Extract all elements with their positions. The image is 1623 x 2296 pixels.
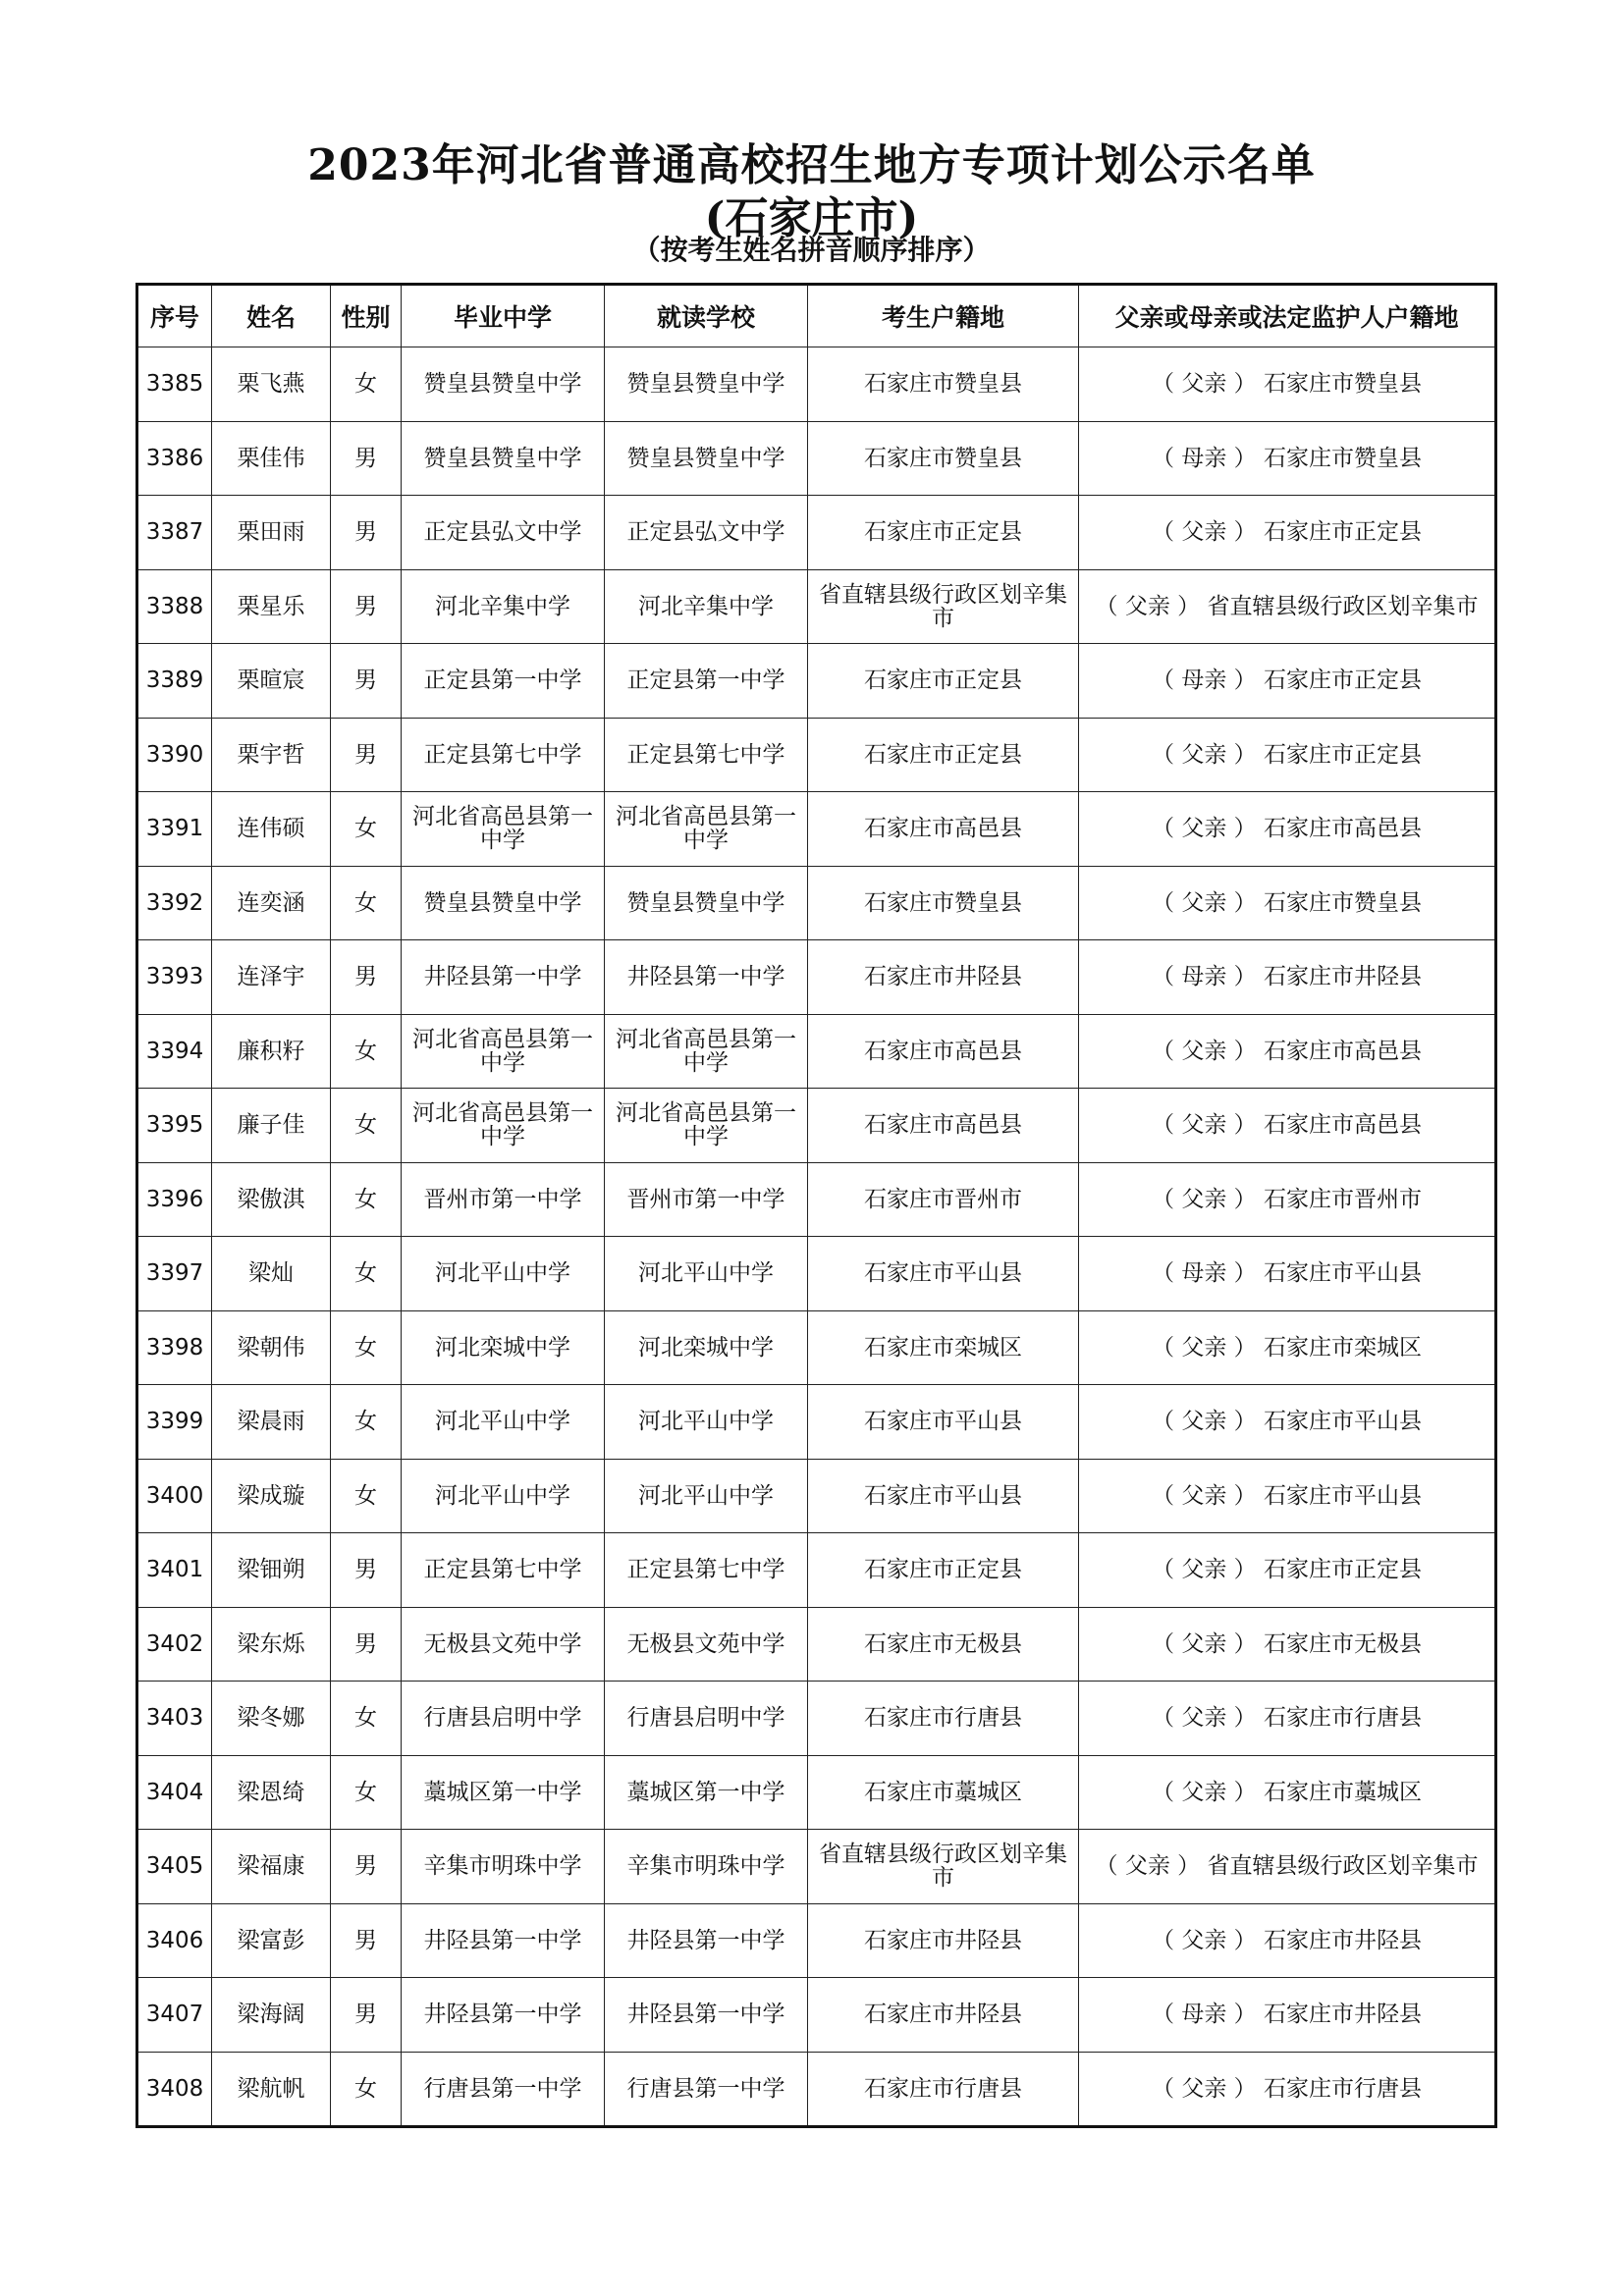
header-row: [137, 285, 1496, 347]
header-cell: 考生户籍地: [808, 285, 1079, 347]
student-name: 连泽宇: [212, 940, 331, 1015]
gender: 女: [331, 1014, 402, 1089]
row-number: 3400: [137, 1459, 212, 1533]
student-name: 梁晨雨: [212, 1385, 331, 1460]
current-school: 正定县第一中学: [605, 644, 808, 719]
row-number: 3404: [137, 1755, 212, 1830]
gender: 女: [331, 1459, 402, 1533]
student-hukou: 石家庄市无极县: [808, 1607, 1079, 1682]
roster-body: [137, 347, 1496, 2127]
student-hukou: 石家庄市正定县: [808, 1533, 1079, 1608]
row-number: 3385: [137, 347, 212, 422]
header-cell: 父亲或母亲或法定监护人户籍地: [1079, 285, 1496, 347]
gender: 男: [331, 718, 402, 792]
student-name: 栗田雨: [212, 496, 331, 570]
student-hukou: 石家庄市高邑县: [808, 1014, 1079, 1089]
header-cell: 序号: [137, 285, 212, 347]
row-number: 3397: [137, 1237, 212, 1311]
gender: 女: [331, 1089, 402, 1163]
graduation-school: 井陉县第一中学: [402, 1903, 605, 1978]
guardian-hukou: （ 父亲 ） 石家庄市晋州市: [1079, 1162, 1496, 1237]
current-school: 行唐县第一中学: [605, 2052, 808, 2127]
current-school: 河北辛集中学: [605, 569, 808, 644]
student-hukou: 石家庄市赞皇县: [808, 347, 1079, 422]
table-row: [137, 1310, 1496, 1385]
row-number: 3402: [137, 1607, 212, 1682]
table-row: [137, 496, 1496, 570]
table-row: [137, 718, 1496, 792]
table-row: [137, 569, 1496, 644]
header-cell: 就读学校: [605, 285, 808, 347]
guardian-hukou: （ 母亲 ） 石家庄市平山县: [1079, 1237, 1496, 1311]
roster-table: [135, 283, 1497, 2128]
graduation-school: 河北栾城中学: [402, 1310, 605, 1385]
student-hukou: 石家庄市井陉县: [808, 940, 1079, 1015]
guardian-hukou: （ 父亲 ） 石家庄市平山县: [1079, 1459, 1496, 1533]
student-hukou: 石家庄市行唐县: [808, 1682, 1079, 1756]
current-school: 正定县弘文中学: [605, 496, 808, 570]
graduation-school: 正定县第七中学: [402, 718, 605, 792]
guardian-hukou: （ 父亲 ） 石家庄市赞皇县: [1079, 866, 1496, 940]
graduation-school: 正定县弘文中学: [402, 496, 605, 570]
current-school: 正定县第七中学: [605, 1533, 808, 1608]
guardian-hukou: （ 父亲 ） 石家庄市高邑县: [1079, 792, 1496, 867]
row-number: 3407: [137, 1978, 212, 2053]
graduation-school: 河北省高邑县第一中学: [402, 1089, 605, 1163]
table-row: [137, 1830, 1496, 1904]
row-number: 3392: [137, 866, 212, 940]
graduation-school: 井陉县第一中学: [402, 940, 605, 1015]
student-name: 梁成璇: [212, 1459, 331, 1533]
student-name: 梁海阔: [212, 1978, 331, 2053]
current-school: 晋州市第一中学: [605, 1162, 808, 1237]
student-name: 梁航帆: [212, 2052, 331, 2127]
student-hukou: 石家庄市行唐县: [808, 2052, 1079, 2127]
table-row: [137, 1162, 1496, 1237]
table-row: [137, 1682, 1496, 1756]
row-number: 3403: [137, 1682, 212, 1756]
gender: 男: [331, 496, 402, 570]
gender: 女: [331, 1237, 402, 1311]
graduation-school: 河北平山中学: [402, 1385, 605, 1460]
student-name: 梁福康: [212, 1830, 331, 1904]
table-row: [137, 1237, 1496, 1311]
student-hukou: 石家庄市井陉县: [808, 1978, 1079, 2053]
guardian-hukou: （ 父亲 ） 石家庄市行唐县: [1079, 1682, 1496, 1756]
guardian-hukou: （ 母亲 ） 石家庄市赞皇县: [1079, 421, 1496, 496]
gender: 女: [331, 1162, 402, 1237]
student-name: 连伟硕: [212, 792, 331, 867]
student-name: 梁富彭: [212, 1903, 331, 1978]
current-school: 辛集市明珠中学: [605, 1830, 808, 1904]
gender: 女: [331, 792, 402, 867]
student-name: 梁冬娜: [212, 1682, 331, 1756]
gender: 女: [331, 1682, 402, 1756]
student-name: 梁东烁: [212, 1607, 331, 1682]
table-row: [137, 1385, 1496, 1460]
header-cell: 毕业中学: [402, 285, 605, 347]
student-name: 廉子佳: [212, 1089, 331, 1163]
graduation-school: 行唐县启明中学: [402, 1682, 605, 1756]
guardian-hukou: （ 父亲 ） 石家庄市赞皇县: [1079, 347, 1496, 422]
gender: 女: [331, 2052, 402, 2127]
gender: 男: [331, 940, 402, 1015]
current-school: 河北平山中学: [605, 1459, 808, 1533]
graduation-school: 晋州市第一中学: [402, 1162, 605, 1237]
table-row: [137, 1533, 1496, 1608]
table-row: [137, 792, 1496, 867]
gender: 女: [331, 866, 402, 940]
student-name: 栗星乐: [212, 569, 331, 644]
student-name: 栗暄宸: [212, 644, 331, 719]
graduation-school: 正定县第一中学: [402, 644, 605, 719]
current-school: 河北平山中学: [605, 1385, 808, 1460]
student-hukou: 省直辖县级行政区划辛集市: [808, 1830, 1079, 1904]
guardian-hukou: （ 父亲 ） 石家庄市井陉县: [1079, 1903, 1496, 1978]
student-hukou: 石家庄市井陉县: [808, 1903, 1079, 1978]
student-name: 连奕涵: [212, 866, 331, 940]
guardian-hukou: （ 父亲 ） 省直辖县级行政区划辛集市: [1079, 1830, 1496, 1904]
current-school: 河北平山中学: [605, 1237, 808, 1311]
graduation-school: 藁城区第一中学: [402, 1755, 605, 1830]
student-name: 廉积籽: [212, 1014, 331, 1089]
guardian-hukou: （ 父亲 ） 石家庄市正定县: [1079, 718, 1496, 792]
row-number: 3386: [137, 421, 212, 496]
header-cell: 姓名: [212, 285, 331, 347]
guardian-hukou: （ 父亲 ） 石家庄市正定县: [1079, 496, 1496, 570]
row-number: 3408: [137, 2052, 212, 2127]
sort-note: （按考生姓名拼音顺序排序）: [632, 234, 991, 266]
guardian-hukou: （ 父亲 ） 石家庄市无极县: [1079, 1607, 1496, 1682]
student-hukou: 石家庄市正定县: [808, 718, 1079, 792]
current-school: 赞皇县赞皇中学: [605, 421, 808, 496]
student-name: 栗宇哲: [212, 718, 331, 792]
gender: 女: [331, 1755, 402, 1830]
gender: 女: [331, 1385, 402, 1460]
gender: 男: [331, 1830, 402, 1904]
row-number: 3387: [137, 496, 212, 570]
table-row: [137, 2052, 1496, 2127]
header-cell: 性别: [331, 285, 402, 347]
graduation-school: 行唐县第一中学: [402, 2052, 605, 2127]
gender: 男: [331, 1978, 402, 2053]
row-number: 3393: [137, 940, 212, 1015]
student-name: 梁傲淇: [212, 1162, 331, 1237]
graduation-school: 井陉县第一中学: [402, 1978, 605, 2053]
student-name: 梁灿: [212, 1237, 331, 1311]
student-name: 栗飞燕: [212, 347, 331, 422]
guardian-hukou: （ 母亲 ） 石家庄市井陉县: [1079, 940, 1496, 1015]
student-hukou: 石家庄市栾城区: [808, 1310, 1079, 1385]
student-name: 梁恩绮: [212, 1755, 331, 1830]
graduation-school: 河北平山中学: [402, 1237, 605, 1311]
student-name: 梁钿朔: [212, 1533, 331, 1608]
gender: 男: [331, 421, 402, 496]
gender: 女: [331, 347, 402, 422]
student-hukou: 石家庄市高邑县: [808, 1089, 1079, 1163]
table-row: [137, 1459, 1496, 1533]
current-school: 无极县文苑中学: [605, 1607, 808, 1682]
current-school: 河北省高邑县第一中学: [605, 1014, 808, 1089]
gender: 男: [331, 1533, 402, 1608]
table-row: [137, 421, 1496, 496]
page-title: 2023年河北省普通高校招生地方专项计划公示名单: [307, 140, 1316, 190]
graduation-school: 辛集市明珠中学: [402, 1830, 605, 1904]
current-school: 藁城区第一中学: [605, 1755, 808, 1830]
student-name: 梁朝伟: [212, 1310, 331, 1385]
student-hukou: 石家庄市赞皇县: [808, 866, 1079, 940]
guardian-hukou: （ 母亲 ） 石家庄市正定县: [1079, 644, 1496, 719]
guardian-hukou: （ 父亲 ） 石家庄市高邑县: [1079, 1014, 1496, 1089]
guardian-hukou: （ 父亲 ） 石家庄市栾城区: [1079, 1310, 1496, 1385]
row-number: 3398: [137, 1310, 212, 1385]
guardian-hukou: （ 父亲 ） 石家庄市行唐县: [1079, 2052, 1496, 2127]
table-row: [137, 1089, 1496, 1163]
current-school: 正定县第七中学: [605, 718, 808, 792]
current-school: 赞皇县赞皇中学: [605, 347, 808, 422]
student-name: 栗佳伟: [212, 421, 331, 496]
row-number: 3401: [137, 1533, 212, 1608]
table-row: [137, 1903, 1496, 1978]
row-number: 3395: [137, 1089, 212, 1163]
guardian-hukou: （ 父亲 ） 石家庄市藁城区: [1079, 1755, 1496, 1830]
row-number: 3390: [137, 718, 212, 792]
student-hukou: 石家庄市赞皇县: [808, 421, 1079, 496]
student-hukou: 省直辖县级行政区划辛集市: [808, 569, 1079, 644]
graduation-school: 河北省高邑县第一中学: [402, 1014, 605, 1089]
graduation-school: 赞皇县赞皇中学: [402, 866, 605, 940]
current-school: 井陉县第一中学: [605, 940, 808, 1015]
gender: 男: [331, 644, 402, 719]
student-hukou: 石家庄市正定县: [808, 496, 1079, 570]
student-hukou: 石家庄市藁城区: [808, 1755, 1079, 1830]
student-hukou: 石家庄市平山县: [808, 1237, 1079, 1311]
table-row: [137, 866, 1496, 940]
table-row: [137, 1755, 1496, 1830]
current-school: 井陉县第一中学: [605, 1903, 808, 1978]
current-school: 河北省高邑县第一中学: [605, 1089, 808, 1163]
guardian-hukou: （ 父亲 ） 省直辖县级行政区划辛集市: [1079, 569, 1496, 644]
student-hukou: 石家庄市晋州市: [808, 1162, 1079, 1237]
graduation-school: 河北省高邑县第一中学: [402, 792, 605, 867]
student-hukou: 石家庄市平山县: [808, 1459, 1079, 1533]
graduation-school: 河北辛集中学: [402, 569, 605, 644]
current-school: 河北省高邑县第一中学: [605, 792, 808, 867]
gender: 男: [331, 1607, 402, 1682]
student-hukou: 石家庄市高邑县: [808, 792, 1079, 867]
row-number: 3405: [137, 1830, 212, 1904]
table-row: [137, 1607, 1496, 1682]
current-school: 赞皇县赞皇中学: [605, 866, 808, 940]
graduation-school: 正定县第七中学: [402, 1533, 605, 1608]
table-row: [137, 1014, 1496, 1089]
gender: 男: [331, 569, 402, 644]
row-number: 3389: [137, 644, 212, 719]
current-school: 行唐县启明中学: [605, 1682, 808, 1756]
student-hukou: 石家庄市正定县: [808, 644, 1079, 719]
page-subtitle-city: (石家庄市): [704, 193, 919, 243]
current-school: 河北栾城中学: [605, 1310, 808, 1385]
graduation-school: 赞皇县赞皇中学: [402, 421, 605, 496]
graduation-school: 河北平山中学: [402, 1459, 605, 1533]
row-number: 3406: [137, 1903, 212, 1978]
table-row: [137, 1978, 1496, 2053]
table-row: [137, 940, 1496, 1015]
guardian-hukou: （ 父亲 ） 石家庄市高邑县: [1079, 1089, 1496, 1163]
row-number: 3388: [137, 569, 212, 644]
row-number: 3396: [137, 1162, 212, 1237]
gender: 女: [331, 1310, 402, 1385]
graduation-school: 赞皇县赞皇中学: [402, 347, 605, 422]
graduation-school: 无极县文苑中学: [402, 1607, 605, 1682]
gender: 男: [331, 1903, 402, 1978]
guardian-hukou: （ 父亲 ） 石家庄市正定县: [1079, 1533, 1496, 1608]
student-hukou: 石家庄市平山县: [808, 1385, 1079, 1460]
row-number: 3394: [137, 1014, 212, 1089]
guardian-hukou: （ 母亲 ） 石家庄市井陉县: [1079, 1978, 1496, 2053]
row-number: 3391: [137, 792, 212, 867]
guardian-hukou: （ 父亲 ） 石家庄市平山县: [1079, 1385, 1496, 1460]
current-school: 井陉县第一中学: [605, 1978, 808, 2053]
row-number: 3399: [137, 1385, 212, 1460]
table-row: [137, 347, 1496, 422]
table-row: [137, 644, 1496, 719]
